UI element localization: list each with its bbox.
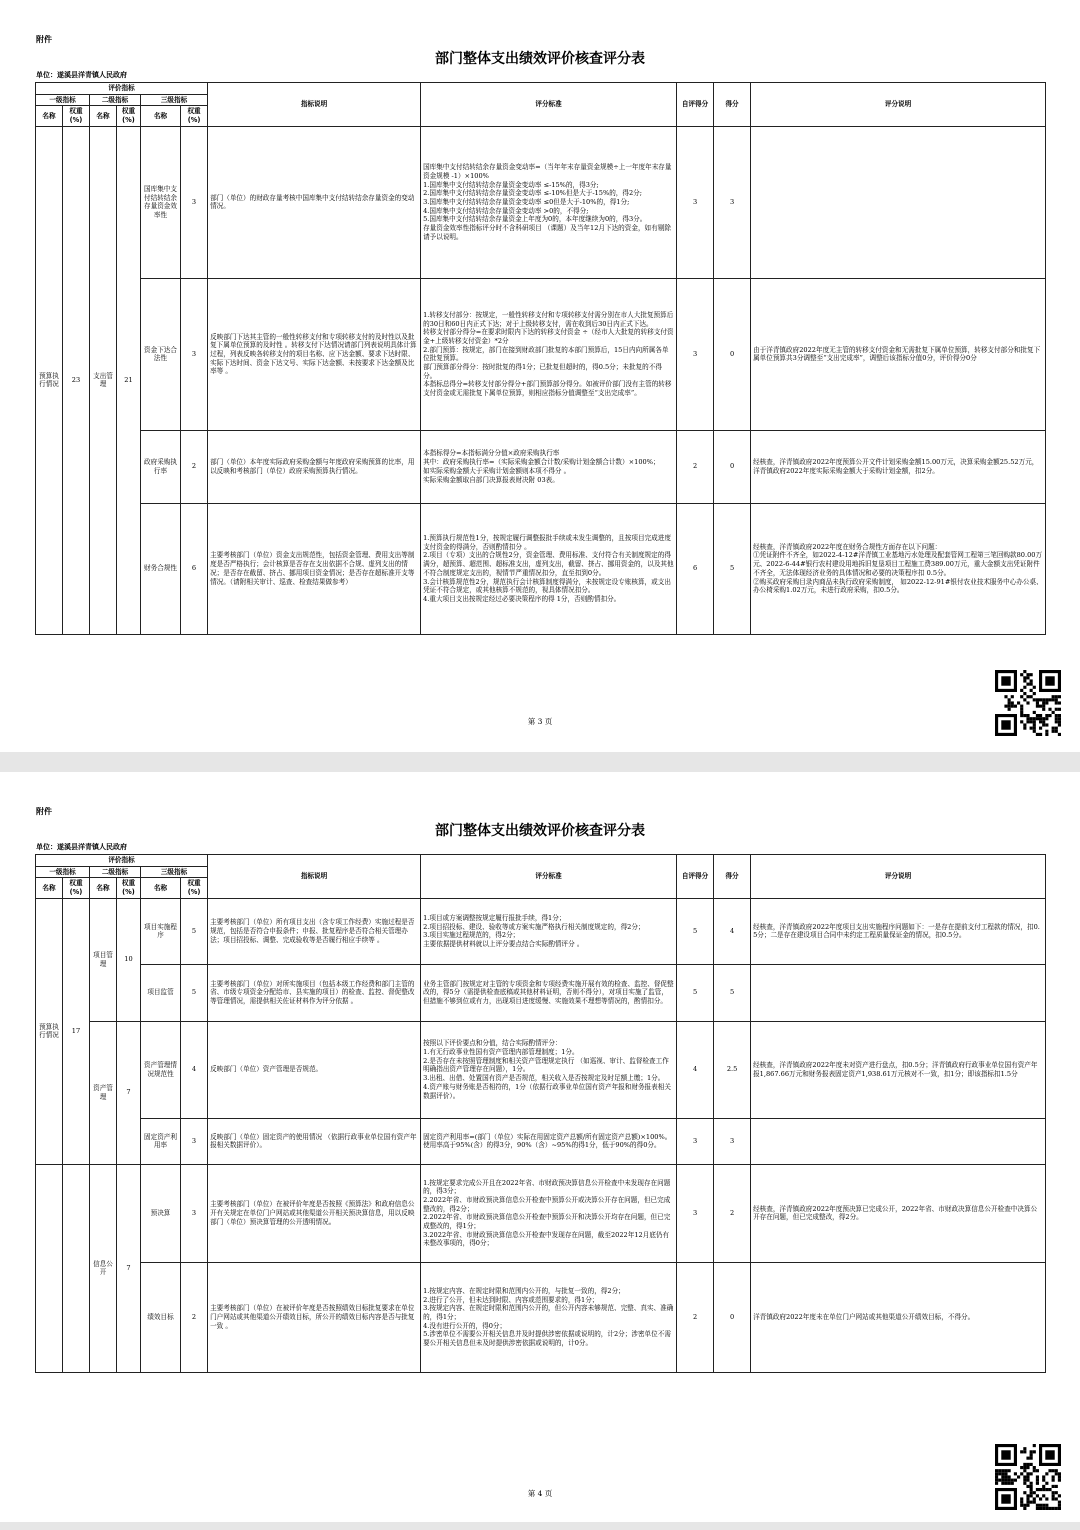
criteria-cell: 1.按规定要求完成公开且在2022年省、市财政预决算信息公开检查中未发现存在问题的，得3分； 2.2022年省、市财政预决算信息公开检查中预算公开或决算公开存在问题，但已完成整改的，得2分； 2.2022年省、市财政预决算信息公开检查中预算公开和决算公开均存在问题，但已完成整改的，得1分； 3.2022年省、市财政预决算信息公开检查中发现存在问题，截至2022年12月底仍有未整改事项的，得0分；	[421, 1164, 677, 1262]
self-score-cell: 3	[677, 126, 714, 278]
table-row	[36, 1118, 1046, 1164]
description-cell: 部门（单位）本年度实际政府采购金额与年度政府采购预算的比率，用以反映和考核部门（单位）政府采购预算执行情况。	[208, 430, 421, 503]
header-l3-name: 名称	[141, 878, 181, 898]
header-eval-index: 评价指标	[36, 83, 208, 95]
unit-label: 单位：遂溪县洋青镇人民政府	[36, 843, 127, 851]
self-score-cell: 4	[677, 1021, 714, 1118]
criteria-cell: 国库集中支付结转结余存量资金变动率=（当年年末存量资金规模÷上一年度年末存量资金规模 -1）×100% 1.国库集中支付结转结余存量资金变动率 ≤-15%的，得3分; 2.国库集中支付结转结余存量资金变动率 ≤-10%但是大于-15%的，得2分; 3.国库集中支付结转结余存量资金变动率 ≤0但是大于-10%的，得1分; 4.国库集中支付结转结余存量资金变动率 >0的，不得分; 5.国库集中支付结转结余存量资金上年度为0的，本年度继续为0的，得3分。 存量资金效率性指标评分时不含科研项目 （课题）及当年12月下达的资金，如有剔除请予以说明。	[421, 126, 677, 278]
l2-name: 项目管理	[90, 898, 117, 1021]
l3-name: 预决算	[141, 1164, 181, 1262]
header-level2: 二级指标	[90, 94, 141, 106]
description-cell: 主要考核部门（单位）对所实施项目（包括本级工作经费和部门主管的省、市级专项资金分配给市、县实施的项目）的检查、监控、督促整改等管理情况，需提供相关佐证材料作为评分依据 。	[208, 964, 421, 1021]
score-note-cell	[751, 126, 1046, 278]
self-score-cell: 3	[677, 1164, 714, 1262]
l2-weight: 7	[117, 1164, 141, 1372]
header-l1-weight: 权重(%)	[63, 106, 90, 126]
table-row	[36, 278, 1046, 430]
l3-weight: 5	[181, 898, 208, 964]
l1-weight	[63, 1164, 90, 1372]
l2-name: 支出管理	[90, 126, 117, 634]
criteria-cell: 本指标得分=本指标满分分值×政府采购执行率 其中：政府采购执行率=（实际采购金额合计数/采购计划金额合计数）×100%； 如实际采购金额大于采购计划金额则本项不得分 。 实际采购金额取自部门决算报表财决附 03表。	[421, 430, 677, 503]
qr-code-icon	[995, 1444, 1061, 1510]
l3-weight: 3	[181, 126, 208, 278]
header-description: 指标说明	[208, 83, 421, 127]
score-note-cell: 经核查，洋青镇政府2022年度项目支出实施程序问题如下：一是存在提前支付工程款的情况，扣0.5分；二是存在建设项目合同中未约定工程质量保证金的情况，扣0.5分。	[751, 898, 1046, 964]
score-note-cell	[751, 964, 1046, 1021]
header-eval-index: 评价指标	[36, 855, 208, 867]
l2-weight: 7	[117, 1021, 141, 1164]
table-row	[36, 964, 1046, 1021]
header-l3-weight: 权重(%)	[181, 878, 208, 898]
table-row	[36, 1164, 1046, 1262]
table-row	[36, 1262, 1046, 1372]
header-level2: 二级指标	[90, 866, 141, 878]
l3-weight: 3	[181, 1164, 208, 1262]
l2-name: 资产管理	[90, 1021, 117, 1164]
header-description: 指标说明	[208, 855, 421, 899]
l3-weight: 2	[181, 1262, 208, 1372]
header-l2-name: 名称	[90, 106, 117, 126]
description-cell: 主要考核部门（单位）在被评价年度是否按照绩效目标批复要求在单位门户网站或其他渠道公开绩效目标，所公开的绩效目标内容是否与批复一致 。	[208, 1262, 421, 1372]
l3-name: 项目实施程序	[141, 898, 181, 964]
self-score-cell: 5	[677, 898, 714, 964]
header-level3: 三级指标	[141, 94, 208, 106]
header-self-score: 自评得分	[677, 83, 714, 127]
description-cell: 部门（单位）的财政存量考核中国库集中支付结转结余存量资金的变动情况。	[208, 126, 421, 278]
header-l1-name: 名称	[36, 878, 63, 898]
header-criteria: 评分标准	[421, 83, 677, 127]
l1-weight: 17	[63, 898, 90, 1164]
score-cell: 2	[714, 1164, 751, 1262]
description-cell: 反映部门（单位）固定资产的使用情况 （依据行政事业单位国有资产年报相关数据评价）。	[208, 1118, 421, 1164]
evaluation-table	[35, 854, 1046, 1373]
criteria-cell: 按照以下评价要点和分值，结合实际酌情评分： 1.有无行政事业性国有资产管理内部管理制度；1分。 2.是否存在未按照管理制度和相关资产管理规定执行 （如巡视、审计、监督检查工作明确指出资产管理存在问题），1分。 3.出租、出借、处置国有资产是否规范，相关收入是否按规定及时足额上缴；1分。 4.资产账与财务账是否相符的，1分（依据行政事业单位国有资产年报和财务报表相关数据评价）。	[421, 1021, 677, 1118]
header-l3-weight: 权重(%)	[181, 106, 208, 126]
l1-name: 预算执行情况	[36, 898, 63, 1164]
l3-name: 资金下达合法性	[141, 278, 181, 430]
l3-name: 政府采购执行率	[141, 430, 181, 503]
score-cell: 0	[714, 1262, 751, 1372]
l1-name	[36, 1164, 63, 1372]
l3-name: 国库集中支付结转结余存量资金效率性	[141, 126, 181, 278]
page-number: 第 3 页	[527, 717, 553, 726]
l3-name: 绩效目标	[141, 1262, 181, 1372]
l3-name: 资产管理情况规范性	[141, 1021, 181, 1118]
l3-weight: 6	[181, 503, 208, 634]
header-self-score: 自评得分	[677, 855, 714, 899]
score-note-cell: 由于洋青镇政府2022年度无主管的转移支付资金和无需批复下属单位预算，转移支付部分和批复下属单位预算共3分调整至“支出完成率”，调整后该指标分值0分，评价得分0分	[751, 278, 1046, 430]
score-cell: 3	[714, 126, 751, 278]
header-l2-weight: 权重(%)	[117, 106, 141, 126]
criteria-cell: 1.项目或方案调整按规定履行报批手续，得1分； 2.项目招投标、建设、验收等或方案实施严格执行相关制度规定的，得2分； 3.项目实施过程规范的，得2分； 主要依据提供材料就以上评分要点结合实际酌情评分 。	[421, 898, 677, 964]
table-row	[36, 503, 1046, 634]
table-row	[36, 1021, 1046, 1118]
header-l1-name: 名称	[36, 106, 63, 126]
header-l1-weight: 权重(%)	[63, 878, 90, 898]
attachment-label: 附件	[36, 807, 52, 816]
criteria-cell: 业务主管部门按规定对主管的专项资金和专项经费实施开展有效的检查、监控、督促整改的，得5分（需提供检查底稿或其他材料证明，否则不得分），对项目实施了监管，但措施不够到位或有力，出现项目进度缓慢、实施效果不理想等情况的，酌情扣分。	[421, 964, 677, 1021]
description-cell: 主要考核部门（单位）资金支出规范性，包括资金管理、费用支出等制度是否严格执行；会计核算是否存在支出依据不合规、虚列支出的情况；是否存在截留、挤占、挪用项目资金情况；是否存在超标准开支等情况。（请附相关审计、巡查、检查结果做参考）	[208, 503, 421, 634]
table-row	[36, 126, 1046, 278]
score-note-cell	[751, 1118, 1046, 1164]
self-score-cell: 5	[677, 964, 714, 1021]
score-cell: 5	[714, 503, 751, 634]
header-level1: 一级指标	[36, 94, 90, 106]
l3-weight: 5	[181, 964, 208, 1021]
header-l2-weight: 权重(%)	[117, 878, 141, 898]
self-score-cell: 6	[677, 503, 714, 634]
self-score-cell: 3	[677, 278, 714, 430]
score-cell: 4	[714, 898, 751, 964]
document-page-3	[0, 0, 1080, 752]
criteria-cell: 固定资产利用率=(部门（单位）实际在用固定资产总额/所有固定资产总额)×100%。使用率高于95%(含）的得3分，90%（含）~95%的得1分，低于90%的得0分。	[421, 1118, 677, 1164]
l1-weight: 23	[63, 126, 90, 634]
criteria-cell: 1.预算执行规范性1分，按规定履行调整报批手续或未发生调整的，且按项目完成进度支付资金的得满分，否则酌情扣分 。 2.项目（专项）支出的合规性2分，资金管理、费用标准、支付符合有关制度规定的得满分，超预算、超范围、超标准支出，虚列支出，截留、挤占、挪用资金的，以及其他不符合制度规定支出的，视情节严重情况扣分，直至扣到0分。 3.会计核算规范性2分，规范执行会计核算制度得满分，未按规定设专账核算，或支出凭证不符合规定，或其他核算不规范的，视具体情况扣分。 4.重大项目支出按规定经过必要决策程序的得 1分，否则酌情扣分。	[421, 503, 677, 634]
header-score: 得分	[714, 83, 751, 127]
description-cell: 主要考核部门（单位）在被评价年度是否按照《预算法》和政府信息公开有关规定在单位门户网站或其他渠道公开相关预决算信息，用以反映部门（单位）预决算管理的公开透明情况。	[208, 1164, 421, 1262]
page-title: 部门整体支出绩效评价核查评分表	[435, 51, 645, 67]
l1-name: 预算执行情况	[36, 126, 63, 634]
l3-name: 项目监管	[141, 964, 181, 1021]
document-page-4	[0, 772, 1080, 1522]
self-score-cell: 2	[677, 1262, 714, 1372]
criteria-cell: 1.按规定内容、在规定时限和范围内公开的，与批复一致的，得2分； 2.进行了公开，但未达到时限、内容或范围要求的，得1分； 3.按规定内容、在规定时限和范围内公开的，但公开内容未够规范、完整、真实、准确的，得1分； 4.没有进行公开的，得0分； 5.涉密单位不需要公开相关信息并及时提供涉密依据或说明的，计2分；涉密单位不需要公开相关信息但未及时提供涉密依据或说明的，计0分。	[421, 1262, 677, 1372]
score-cell: 2.5	[714, 1021, 751, 1118]
l3-weight: 3	[181, 278, 208, 430]
page-title: 部门整体支出绩效评价核查评分表	[435, 823, 645, 839]
self-score-cell: 2	[677, 430, 714, 503]
self-score-cell: 3	[677, 1118, 714, 1164]
score-cell: 5	[714, 964, 751, 1021]
evaluation-table	[35, 82, 1046, 635]
page-number: 第 4 页	[527, 1489, 553, 1498]
table-row	[36, 898, 1046, 964]
l3-weight: 3	[181, 1118, 208, 1164]
criteria-cell: 1.转移支付部分：按规定，一般性转移支付和专项转移支付需分别在市人大批复预算后的30日和60日内正式下达；对于上级转移支付，需在收到后30日内正式下达。 转移支付部分得分=在要求时限内下达的转移支付资金 ÷（经市人大批复的转移支付资金+上级转移支付资金）*2分 2.部门预算：按规定，部门在接到财政部门批复的本部门预算后，15日内向所属各单位批复预算。 部门预算部分得分：按时批复的得1分；已批复但超时的，得0.5分；未批复的不得分。 本指标总得分=转移支付部分得分+部门预算部分得分。如被评价部门没有主管的转移支付资金或无需批复下属单位预算，则相应指标分值调整至“支出完成率”。	[421, 278, 677, 430]
l3-name: 固定资产利用率	[141, 1118, 181, 1164]
score-note-cell: 经核查，洋青镇政府2022年度在财务合规性方面存在以下问题： ①凭证附件不齐全，如2022-4-12#洋青镇工业基地污水处理及配套管网工程第三笔回购款80.00万元、2022-6-44#银行农村建设用地拆旧复垦项目工程施工费389.00万元，重大金额支出凭证附件不齐全，无法体现经济业务的具体情况和必要的决策程序扣 0.5分。 ②购买政府采购目录内商品未执行政府采购制度， 如2022-12-91#银付农业技术服务中心办公桌、办公椅采购1.02万元，未进行政府采购，扣0.5分。	[751, 503, 1046, 634]
l2-weight: 10	[117, 898, 141, 1021]
description-cell: 主要考核部门（单位）所有项目支出（含专项工作经费）实施过程是否规范，包括是否符合申报条件；申报、批复程序是否符合相关管理办法；项目招投标、调整、完成验收等是否履行相应手续等 。	[208, 898, 421, 964]
score-note-cell: 洋青镇政府2022年度未在单位门户网站或其他渠道公开绩效目标，不得分。	[751, 1262, 1046, 1372]
header-score-note: 评分说明	[751, 83, 1046, 127]
description-cell: 反映部门下达其主管的一般性转移支付和专项转移支付的及时性以及批复下属单位预算的及时性 。转移支付下达情况请部门列表说明具体计算过程，列表反映各转移支付的项目名称、应下达金额、要求下达时限、实际下达时间、资金下达文号、实际下达金额、未按要求下达金额及比率等 。	[208, 278, 421, 430]
score-cell: 3	[714, 1118, 751, 1164]
l2-name: 信息公开	[90, 1164, 117, 1372]
header-level1: 一级指标	[36, 866, 90, 878]
l3-weight: 4	[181, 1021, 208, 1118]
header-level3: 三级指标	[141, 866, 208, 878]
l3-weight: 2	[181, 430, 208, 503]
header-criteria: 评分标准	[421, 855, 677, 899]
header-score-note: 评分说明	[751, 855, 1046, 899]
attachment-label: 附件	[36, 35, 52, 44]
score-note-cell: 经核查，洋青镇政府2022年度预算公开文件计划采购金额15.00万元，决算采购金额25.52万元，洋青镇政府2022年度实际采购金额大于采购计划金额，扣2分。	[751, 430, 1046, 503]
score-note-cell: 经核查，洋青镇政府2022年度预决算已完成公开，2022年省、市财政决算信息公开检查中决算公开存在问题，但已完成整改，得2分。	[751, 1164, 1046, 1262]
table-row	[36, 430, 1046, 503]
l2-weight: 21	[117, 126, 141, 634]
description-cell: 反映部门（单位）资产管理是否规范。	[208, 1021, 421, 1118]
header-score: 得分	[714, 855, 751, 899]
header-l2-name: 名称	[90, 878, 117, 898]
score-note-cell: 经核查，洋青镇政府2022年度未对资产进行盘点，扣0.5分；洋青镇政府行政事业单位国有资产年报1,867.66万元和财务报表固定资产1,938.61万元核对不一致，扣1分；即该指标扣1.5分	[751, 1021, 1046, 1118]
header-l3-name: 名称	[141, 106, 181, 126]
score-cell: 0	[714, 430, 751, 503]
score-cell: 0	[714, 278, 751, 430]
l3-name: 财务合规性	[141, 503, 181, 634]
unit-label: 单位：遂溪县洋青镇人民政府	[36, 71, 127, 79]
